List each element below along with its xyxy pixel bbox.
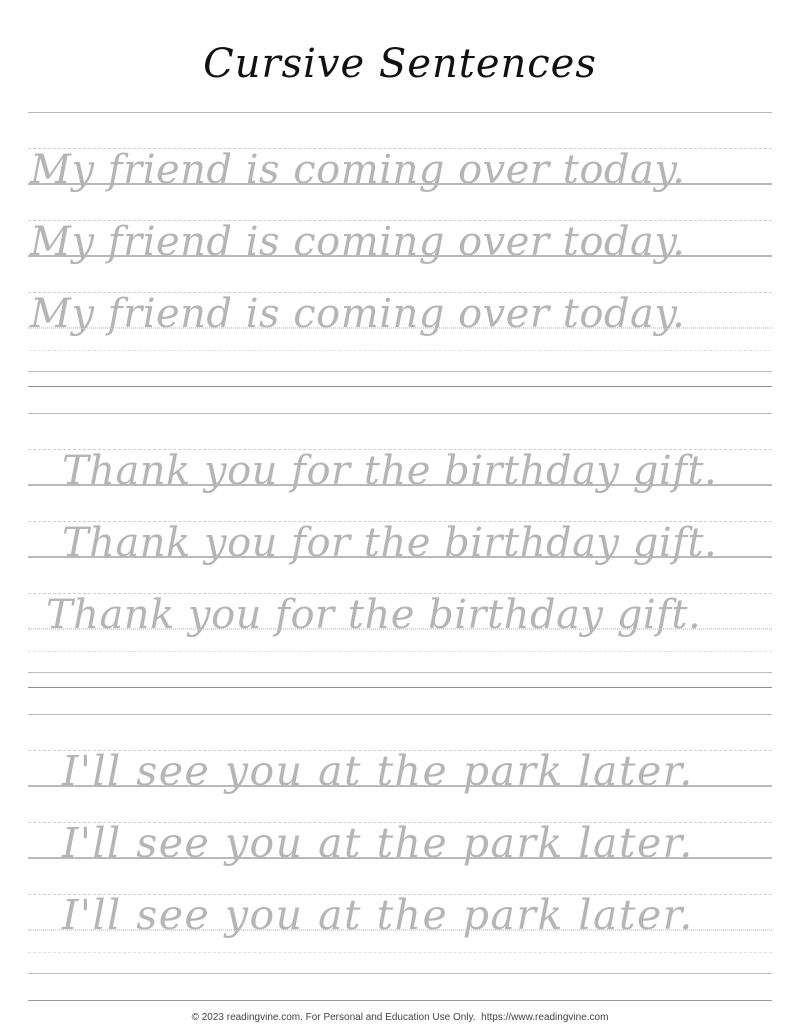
rule-line-top [28,930,772,931]
practice-block-3 [28,714,772,974]
trace-sentence: Thank you for the birthday gift. [46,592,702,638]
rule-line-top [28,184,772,185]
rule-line-bottom [28,371,772,372]
trace-row [28,485,772,566]
footer-divider [28,1000,772,1001]
trace-sentence: Thank you for the birthday gift. [62,448,718,494]
footer-copyright: © 2023 readingvine.com. For Personal and Education Use Only. [191,1012,476,1023]
rule-line-top [28,858,772,859]
rule-line-bottom [28,672,772,673]
practice-block-1 [28,112,772,387]
rule-line-mid [28,952,772,953]
trace-sentence: I'll see you at the park later. [62,747,694,795]
rule-line-top [28,485,772,486]
footer [0,1012,800,1023]
block-separator [28,687,772,688]
trace-row [28,112,772,193]
trace-sentence: I'll see you at the park later. [62,819,694,867]
trace-row [28,413,772,494]
block-separator [28,386,772,387]
trace-sentence: My friend is coming over today. [30,219,686,265]
trace-sentence: I'll see you at the park later. [62,891,694,939]
blank-row [28,629,772,673]
rule-line-top [28,112,772,113]
rule-line-top [28,786,772,787]
worksheet-body [28,86,772,974]
trace-row [28,714,772,795]
rule-line-top [28,328,772,329]
trace-sentence: My friend is coming over today. [30,147,686,193]
rule-line-mid [28,350,772,351]
blank-row [28,328,772,372]
footer-website-link[interactable]: https://www.readingvine.com [481,1012,609,1023]
trace-row [28,256,772,337]
rule-line-bottom [28,973,772,974]
trace-sentence: My friend is coming over today. [30,291,686,337]
trace-sentence: Thank you for the birthday gift. [62,520,718,566]
trace-row [28,858,772,939]
trace-row [28,184,772,265]
blank-row [28,930,772,974]
rule-line-top [28,557,772,558]
rule-line-top [28,413,772,414]
rule-line-top [28,629,772,630]
blank-practice-rows [28,328,772,372]
rule-line-top [28,714,772,715]
trace-row [28,557,772,638]
trace-row [28,786,772,867]
rule-line-mid [28,651,772,652]
blank-practice-rows [28,629,772,673]
rule-line-top [28,256,772,257]
blank-practice-rows [28,930,772,974]
page-title: Cursive Sentences [203,41,597,87]
practice-block-2 [28,413,772,688]
